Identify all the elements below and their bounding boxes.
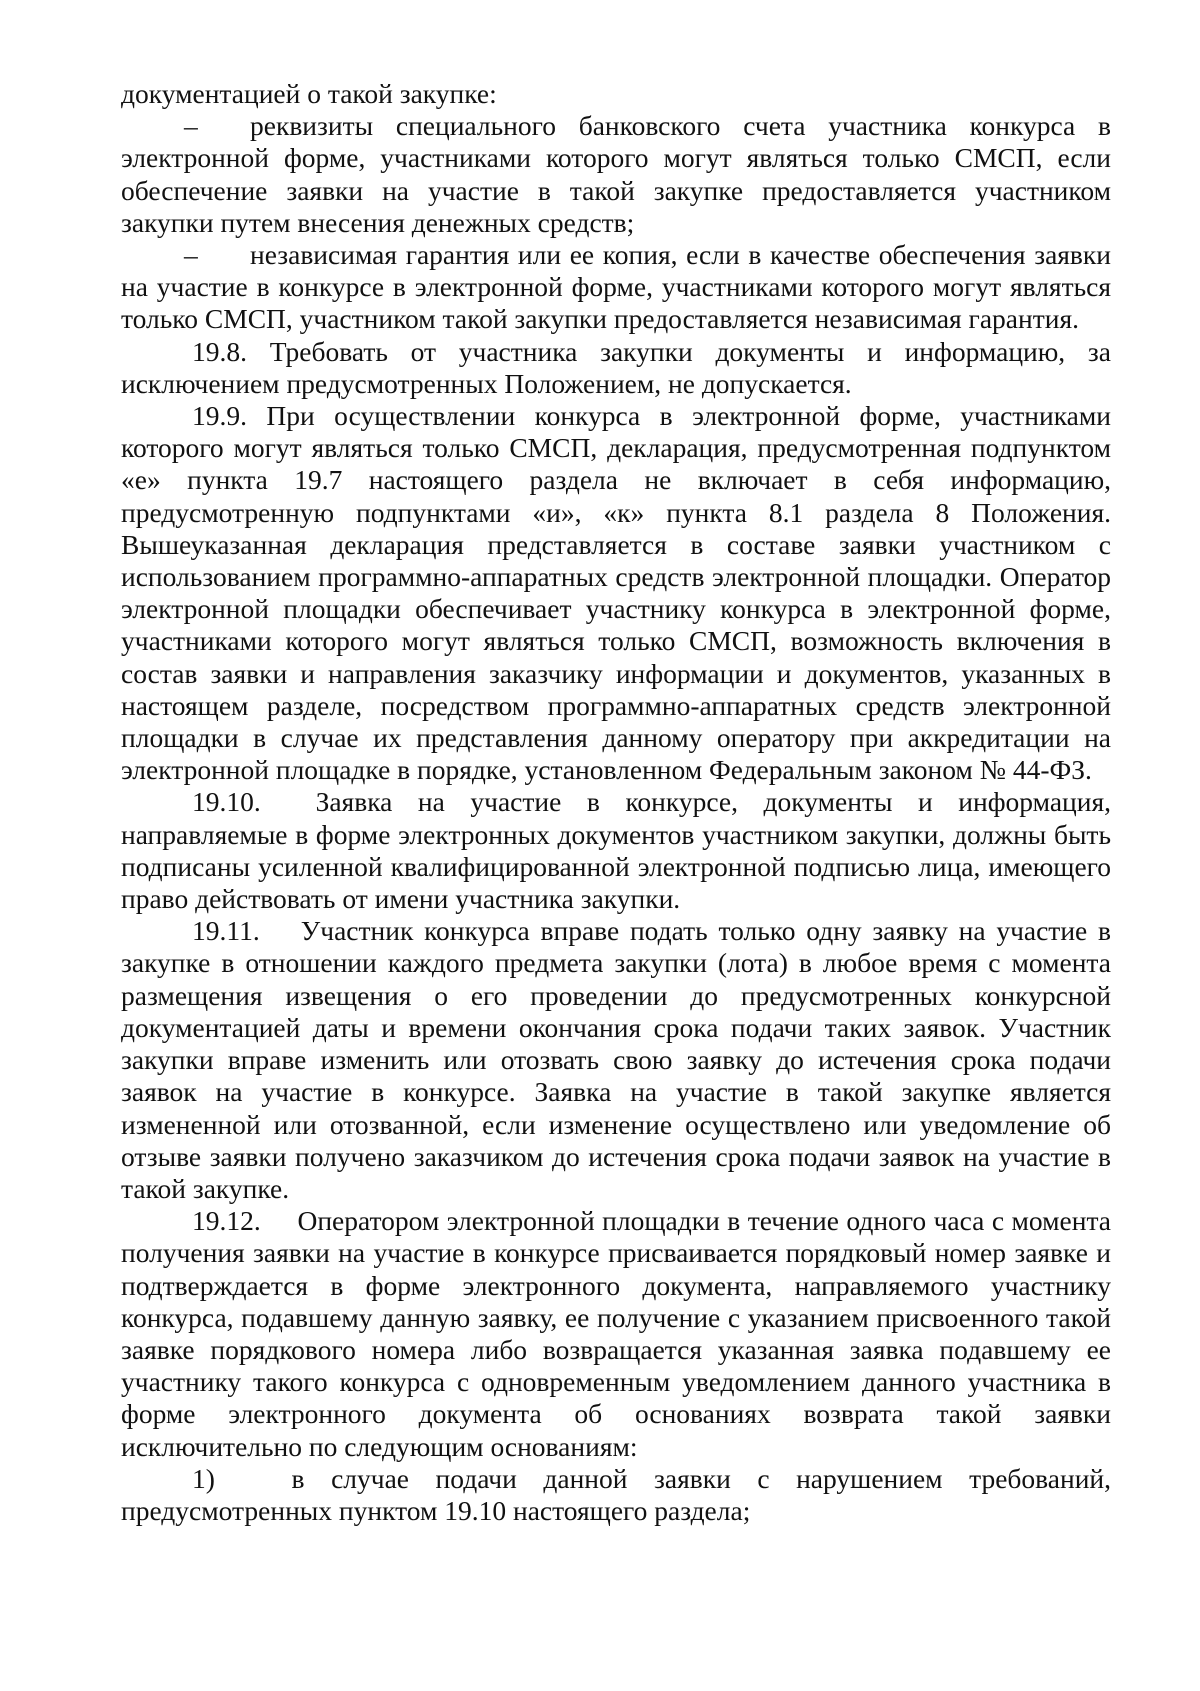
clause-19-12 — [121, 1205, 1111, 1463]
clause-number: 19.9. — [192, 400, 247, 432]
paragraph-text: реквизиты специального банковского счета участника конкурса в электронной форме, участниками которого могут являться только СМСП, если обеспечение заявки на участие в такой закупке предоставляется участником закупки путем внесения денежных средств; — [121, 110, 1111, 238]
list-item-guarantee — [121, 239, 1111, 336]
clause-number: 19.11. — [192, 915, 260, 947]
clause-number: 19.12. — [192, 1205, 261, 1237]
paragraph-text: документацией о такой закупке: — [121, 78, 497, 109]
paragraph-text: Заявка на участие в конкурсе, документы и информация, направляемые в форме электронных документов участником закупки, должны быть подписаны усиленной квалифицированной электронной подписью лица, имеющего право действовать от имени участника закупки. — [121, 786, 1112, 915]
clause-number: 19.8. — [192, 335, 247, 367]
clause-19-10 — [121, 786, 1111, 915]
paragraph-text: независимая гарантия или ее копия, если в качестве обеспечения заявки на участие в конкурсе в электронной форме, участниками которого могут являться только СМСП, участником такой закупки предоставляется независимая гарантия. — [121, 239, 1111, 335]
clause-19-9 — [121, 400, 1111, 786]
subclause-1 — [121, 1463, 1111, 1527]
document-page — [121, 78, 1111, 1527]
paragraph-text: Участник конкурса вправе подать только одну заявку на участие в закупке в отношении каждого предмета закупки (лота) в любое время с момента размещения извещения о его проведении до предусмотренных конкурсной документацией даты и времени окончания срока подачи таких заявок. Участник закупки вправе изменить или отозвать свою заявку до истечения срока подачи заявок на участие в конкурсе. Заявка на участие в такой закупке является измененной или отозванной, если изменение осуществлено или уведомление об отзыве заявки получено заказчиком до истечения срока подачи заявок на участие в такой закупке. — [121, 915, 1112, 1204]
list-dash: – — [184, 110, 198, 142]
paragraph-text: в случае подачи данной заявки с нарушением требований, предусмотренных пунктом 19.10 настоящего раздела; — [121, 1462, 1112, 1526]
clause-number: 1) — [192, 1462, 215, 1494]
list-dash: – — [184, 239, 198, 271]
list-item-bank-account — [121, 110, 1111, 239]
paragraph-continuation — [121, 78, 1111, 110]
clause-19-8 — [121, 336, 1111, 400]
clause-number: 19.10. — [192, 786, 261, 818]
clause-19-11 — [121, 915, 1111, 1205]
paragraph-text: При осуществлении конкурса в электронной форме, участниками которого могут являться только СМСП, декларация, предусмотренная подпунктом «е» пункта 19.7 настоящего раздела не включает в себя информацию, предусмотренную подпунктами «и», «к» пункта 8.1 раздела 8 Положения. Вышеуказанная декларация представляется в составе заявки участником с использованием программно-аппаратных средств электронной площадки. Оператор электронной площадки обеспечивает участнику конкурса в электронной форме, участниками которого могут являться только СМСП, возможность включения в состав заявки и направления заказчику информации и документов, указанных в настоящем разделе, посредством программно-аппаратных средств электронной площадки в случае их представления данному оператору при аккредитации на электронной площадке в порядке, установленном Федеральным законом № 44-ФЗ. — [121, 400, 1111, 786]
paragraph-text: Оператором электронной площадки в течение одного часа с момента получения заявки на участие в конкурсе присваивается порядковый номер заявке и подтверждается в форме электронного документа, направляемого участнику конкурса, подавшему данную заявку, ее получение с указанием присвоенного такой заявке порядкового номера либо возвращается указанная заявка подавшему ее участнику такого конкурса с одновременным уведомлением данного участника в форме электронного документа об основаниях возврата такой заявки исключительно по следующим основаниям: — [121, 1205, 1112, 1462]
paragraph-text: Требовать от участника закупки документы и информацию, за исключением предусмотренных Положением, не допускается. — [121, 335, 1111, 399]
